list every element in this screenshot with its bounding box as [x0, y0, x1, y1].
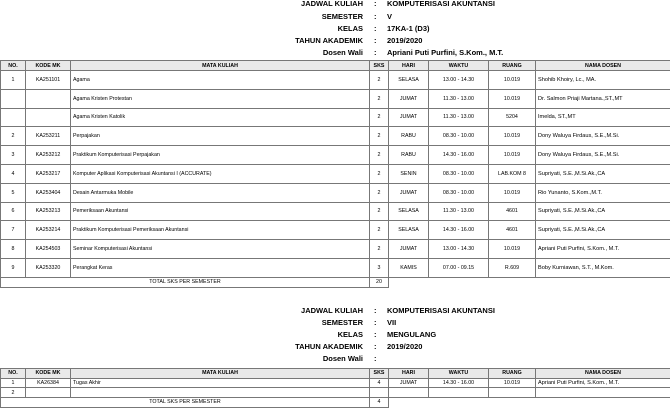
table-row [1, 164, 670, 183]
cell-sks: 2 [370, 183, 389, 202]
table-row [1, 258, 670, 277]
table-row [1, 221, 670, 240]
cell-ruang: 4601 [489, 221, 536, 240]
column-header-mata-kuliah: MATA KULIAH [71, 369, 370, 379]
cell-ruang: 10.019 [489, 71, 536, 90]
cell-sks: 4 [370, 378, 389, 388]
cell-sks: 2 [370, 127, 389, 146]
cell-hari: JUMAT [389, 183, 429, 202]
cell-hari: RABU [389, 146, 429, 165]
column-header-kode-mk: KODE MK [26, 61, 71, 71]
cell-nama-dosen: Supriyati, S.E.,M.Si.Ak.,CA [536, 164, 670, 183]
cell-ruang: 5204 [489, 108, 536, 127]
cell-waktu: 14.30 - 16.00 [429, 221, 489, 240]
cell-no: 3 [1, 146, 26, 165]
cell-kode-mk: KA253211 [26, 127, 71, 146]
column-header-nama-dosen: NAMA DOSEN [536, 61, 670, 71]
cell-mata-kuliah: Tugas Akhir [71, 378, 370, 388]
table-row [1, 378, 670, 388]
cell-sks: 2 [370, 108, 389, 127]
cell-mata-kuliah [71, 388, 370, 398]
cell-ruang: 4601 [489, 202, 536, 221]
cell-nama-dosen: Apriani Puti Purfini, S.Kom., M.T. [536, 240, 670, 259]
cell-waktu: 13.00 - 14.30 [429, 71, 489, 90]
schedule-table-2 [0, 368, 670, 408]
header-label-tahun: TAHUN AKADEMIK [295, 36, 363, 45]
cell-kode-mk: KA253213 [26, 202, 71, 221]
header-label-semester: SEMESTER [321, 318, 363, 327]
table-row [1, 388, 670, 398]
cell-kode-mk [26, 89, 71, 108]
header-value-kelas: MENGULANG [387, 330, 437, 339]
cell-waktu: 14.30 - 16.00 [429, 378, 489, 388]
total-sks-label: TOTAL SKS PER SEMESTER [1, 277, 370, 287]
cell-hari: SELASA [389, 221, 429, 240]
cell-waktu: 11.30 - 13.00 [429, 202, 489, 221]
header-value-semester: VII [387, 318, 397, 327]
total-sks-value: 4 [370, 397, 389, 407]
cell-ruang: 10.019 [489, 127, 536, 146]
table-row [1, 127, 670, 146]
table-row [1, 108, 670, 127]
cell-hari: JUMAT [389, 240, 429, 259]
cell-waktu: 13.00 - 14.30 [429, 240, 489, 259]
cell-kode-mk: KA253404 [26, 183, 71, 202]
header-value-program: KOMPUTERISASI AKUNTANSI [387, 0, 495, 8]
cell-mata-kuliah: Praktikum Komputerisasi Pemeriksaan Akuntansi [71, 221, 370, 240]
cell-kode-mk: KA253212 [26, 146, 71, 165]
cell-no: 1 [1, 378, 26, 388]
cell-hari [389, 388, 429, 398]
cell-kode-mk: KA253214 [26, 221, 71, 240]
cell-sks: 2 [370, 202, 389, 221]
header-label-dosen-wali: Dosen Wali [322, 48, 363, 57]
cell-no: 9 [1, 258, 26, 277]
table-row [1, 240, 670, 259]
cell-ruang [489, 388, 536, 398]
cell-ruang: 10.019 [489, 146, 536, 165]
cell-nama-dosen: Dr. Salmon Priaji Martana.,ST.,MT [536, 89, 670, 108]
cell-no: 5 [1, 183, 26, 202]
cell-sks: 2 [370, 71, 389, 90]
column-header-hari: HARI [389, 369, 429, 379]
schedule-table-1 [0, 60, 670, 288]
total-row [1, 277, 670, 287]
table-row [1, 89, 670, 108]
cell-sks: 2 [370, 240, 389, 259]
cell-kode-mk: KA253217 [26, 164, 71, 183]
header-label-kelas: KELAS [337, 24, 363, 33]
cell-nama-dosen: Rio Yunanto, S.Kom.,M.T. [536, 183, 670, 202]
cell-mata-kuliah: Seminar Komputerisasi Akuntansi [71, 240, 370, 259]
cell-hari: SELASA [389, 202, 429, 221]
cell-hari: JUMAT [389, 89, 429, 108]
cell-nama-dosen: Apriani Puti Purfini, S.Kom., M.T. [536, 378, 670, 388]
cell-mata-kuliah: Perangkat Keras [71, 258, 370, 277]
table-row [1, 71, 670, 90]
header-value-tahun: 2019/2020 [387, 36, 423, 45]
cell-waktu: 11.30 - 13.00 [429, 108, 489, 127]
column-header-mata-kuliah: MATA KULIAH [71, 61, 370, 71]
column-header-no: NO. [1, 61, 26, 71]
cell-waktu: 08.30 - 10.00 [429, 183, 489, 202]
table-row [1, 202, 670, 221]
cell-no [1, 89, 26, 108]
cell-hari: SENIN [389, 164, 429, 183]
cell-waktu: 07.00 - 09.15 [429, 258, 489, 277]
column-header-no: NO. [1, 369, 26, 379]
cell-nama-dosen: Dony Waluya Firdaus, S.E.,M.Si. [536, 127, 670, 146]
cell-nama-dosen: Imelda, ST.,MT [536, 108, 670, 127]
cell-sks: 2 [370, 89, 389, 108]
cell-no: 4 [1, 164, 26, 183]
cell-hari: KAMIS [389, 258, 429, 277]
cell-no: 1 [1, 71, 26, 90]
cell-waktu: 08.30 - 10.00 [429, 164, 489, 183]
cell-mata-kuliah: Pemeriksaan Akuntansi [71, 202, 370, 221]
cell-no: 6 [1, 202, 26, 221]
cell-kode-mk: KA251101 [26, 71, 71, 90]
cell-mata-kuliah: Agama [71, 71, 370, 90]
header-value-kelas: 17KA-1 (D3) [387, 24, 430, 33]
cell-no: 2 [1, 127, 26, 146]
cell-waktu [429, 388, 489, 398]
header-label-dosen-wali: Dosen Wali [322, 354, 363, 363]
header-value-dosen-wali: Apriani Puti Purfini, S.Kom., M.T. [387, 48, 504, 57]
cell-kode-mk: KA26384 [26, 378, 71, 388]
cell-no [1, 108, 26, 127]
cell-ruang: R.609 [489, 258, 536, 277]
cell-kode-mk: KA253320 [26, 258, 71, 277]
cell-nama-dosen [536, 388, 670, 398]
cell-waktu: 08.30 - 10.00 [429, 127, 489, 146]
total-sks-label: TOTAL SKS PER SEMESTER [1, 397, 370, 407]
cell-mata-kuliah: Komputer Aplikasi Komputerisasi Akuntansi I (ACCURATE) [71, 164, 370, 183]
header-label-program: JADWAL KULIAH [301, 0, 363, 8]
total-row [1, 397, 670, 407]
header-label-program: JADWAL KULIAH [301, 306, 363, 315]
cell-mata-kuliah: Agama Kristen Katolik [71, 108, 370, 127]
cell-nama-dosen: Supriyati, S.E.,M.Si.Ak.,CA [536, 221, 670, 240]
cell-kode-mk: KA254503 [26, 240, 71, 259]
cell-mata-kuliah: Perpajakan [71, 127, 370, 146]
header-value-program: KOMPUTERISASI AKUNTANSI [387, 306, 495, 315]
table-header-row [1, 61, 670, 71]
total-row-blank [389, 397, 670, 407]
column-header-sks: SKS [370, 369, 389, 379]
cell-hari: RABU [389, 127, 429, 146]
cell-nama-dosen: Supriyati, S.E.,M.Si.Ak.,CA [536, 202, 670, 221]
cell-sks: 2 [370, 221, 389, 240]
table-row [1, 183, 670, 202]
header-label-tahun: TAHUN AKADEMIK [295, 342, 363, 351]
cell-sks [370, 388, 389, 398]
table-header-row [1, 369, 670, 379]
column-header-kode-mk: KODE MK [26, 369, 71, 379]
header-value-tahun: 2019/2020 [387, 342, 423, 351]
column-header-ruang: RUANG [489, 61, 536, 71]
cell-ruang: LAB.KOM 8 [489, 164, 536, 183]
cell-mata-kuliah: Agama Kristen Protestan [71, 89, 370, 108]
column-header-sks: SKS [370, 61, 389, 71]
cell-no: 2 [1, 388, 26, 398]
cell-mata-kuliah: Desain Antarmuka Mobile [71, 183, 370, 202]
column-header-waktu: WAKTU [429, 369, 489, 379]
cell-nama-dosen: Boby Kurniawan, S.T., M.Kom. [536, 258, 670, 277]
cell-waktu: 14.30 - 16.00 [429, 146, 489, 165]
cell-nama-dosen: Dony Waluya Firdaus, S.E.,M.Si. [536, 146, 670, 165]
header-label-kelas: KELAS [337, 330, 363, 339]
cell-ruang: 10.019 [489, 89, 536, 108]
header-label-semester: SEMESTER [321, 12, 363, 21]
cell-ruang: 10.019 [489, 240, 536, 259]
column-header-hari: HARI [389, 61, 429, 71]
cell-sks: 2 [370, 146, 389, 165]
cell-ruang: 10.019 [489, 378, 536, 388]
cell-ruang: 10.019 [489, 183, 536, 202]
column-header-nama-dosen: NAMA DOSEN [536, 369, 670, 379]
column-header-waktu: WAKTU [429, 61, 489, 71]
total-sks-value: 20 [370, 277, 389, 287]
cell-no: 8 [1, 240, 26, 259]
cell-hari: JUMAT [389, 108, 429, 127]
cell-nama-dosen: Shohib Khoiry, Lc., MA. [536, 71, 670, 90]
cell-sks: 2 [370, 164, 389, 183]
cell-sks: 3 [370, 258, 389, 277]
cell-hari: SELASA [389, 71, 429, 90]
cell-hari: JUMAT [389, 378, 429, 388]
total-row-blank [389, 277, 670, 287]
column-header-ruang: RUANG [489, 369, 536, 379]
cell-no: 7 [1, 221, 26, 240]
cell-waktu: 11.30 - 13.00 [429, 89, 489, 108]
cell-mata-kuliah: Praktikum Komputerisasi Perpajakan [71, 146, 370, 165]
table-row [1, 146, 670, 165]
cell-kode-mk [26, 388, 71, 398]
header-value-semester: V [387, 12, 393, 21]
cell-kode-mk [26, 108, 71, 127]
